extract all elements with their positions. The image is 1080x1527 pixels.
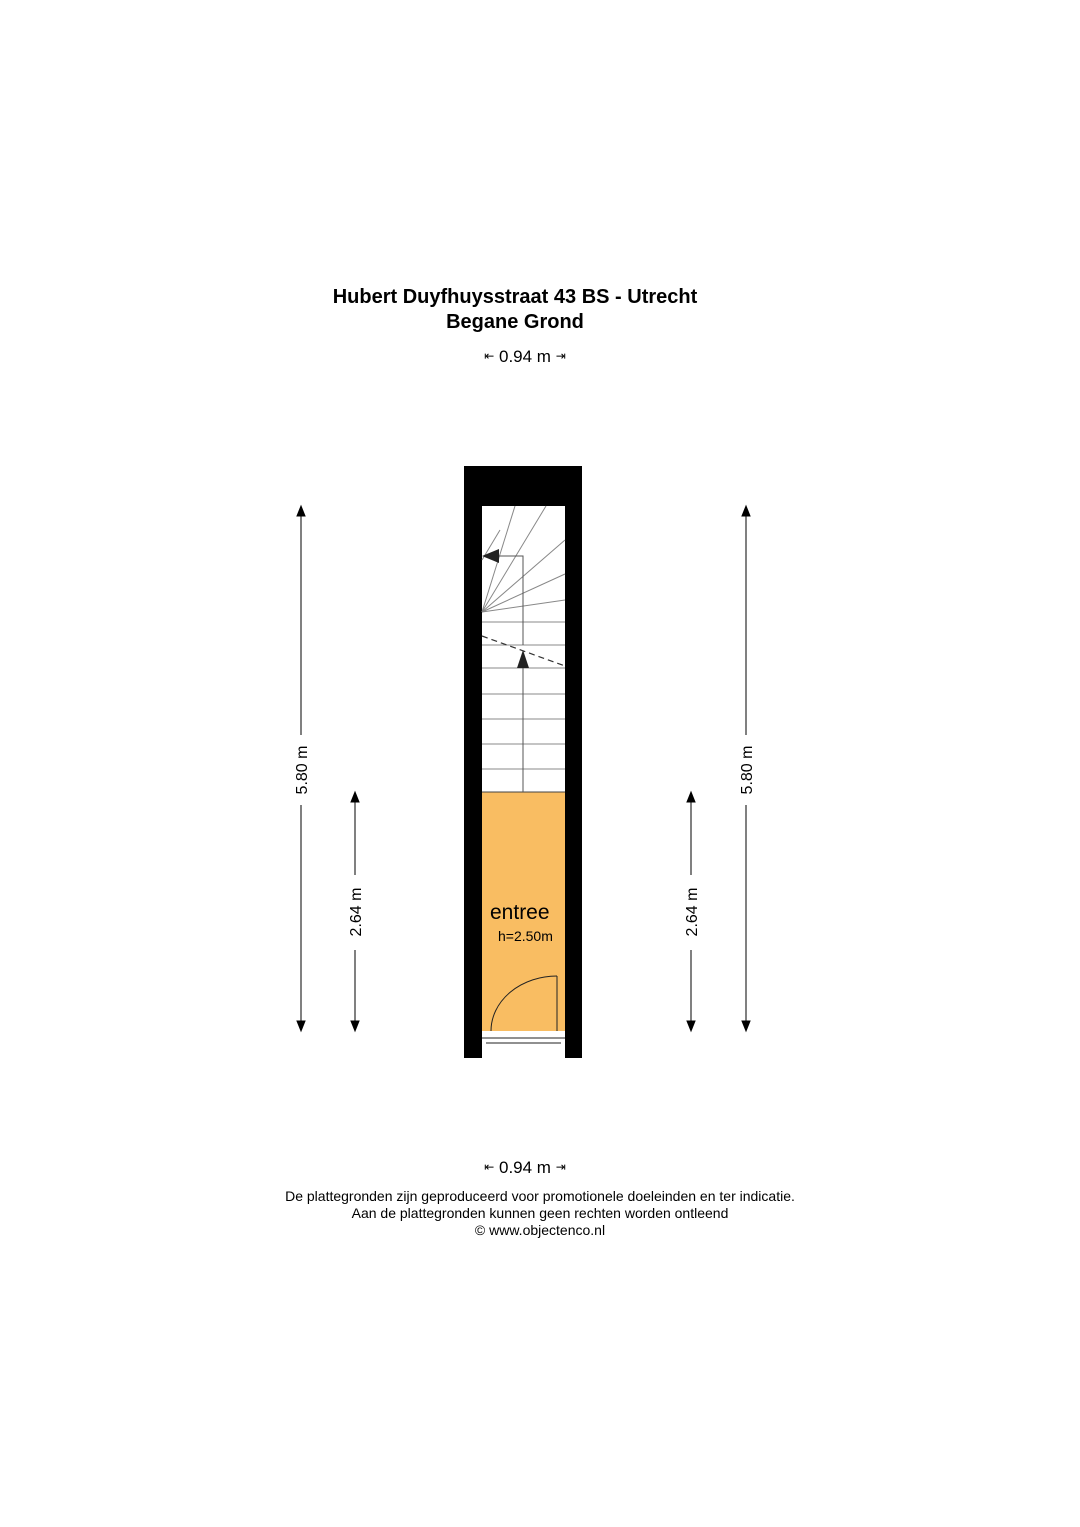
entree-length-label-left: 2.64 m — [348, 887, 365, 937]
arrow-left-icon: ⇤ — [484, 1160, 495, 1174]
width-label-top: 0.94 m — [499, 347, 551, 366]
length-label-left: 5.80 m — [294, 745, 311, 795]
room-name-entree: entree — [490, 901, 550, 924]
disclaimer-line-1: De plattegronden zijn geproduceerd voor promotionele doeleinden en ter indicatie. — [285, 1188, 795, 1204]
door-threshold — [482, 1031, 565, 1045]
floor-name: Begane Grond — [446, 311, 584, 333]
room-height-entree: h=2.50m — [498, 928, 553, 944]
length-label-right: 5.80 m — [739, 745, 756, 795]
disclaimer-line-2: Aan de plattegronden kunnen geen rechten worden ontleend — [351, 1205, 729, 1221]
width-dimension-bottom — [440, 1157, 610, 1178]
arrow-left-icon: ⇤ — [484, 349, 495, 363]
page-title: Hubert Duyfhuysstraat 43 BS - Utrecht — [332, 286, 698, 308]
arrow-right-icon: ⇥ — [555, 349, 566, 363]
copyright-link: © www.objectenco.nl — [474, 1222, 606, 1238]
width-label-bottom: 0.94 m — [499, 1158, 551, 1177]
entree-length-label-right: 2.64 m — [684, 887, 701, 937]
arrow-right-icon: ⇥ — [555, 1160, 566, 1174]
